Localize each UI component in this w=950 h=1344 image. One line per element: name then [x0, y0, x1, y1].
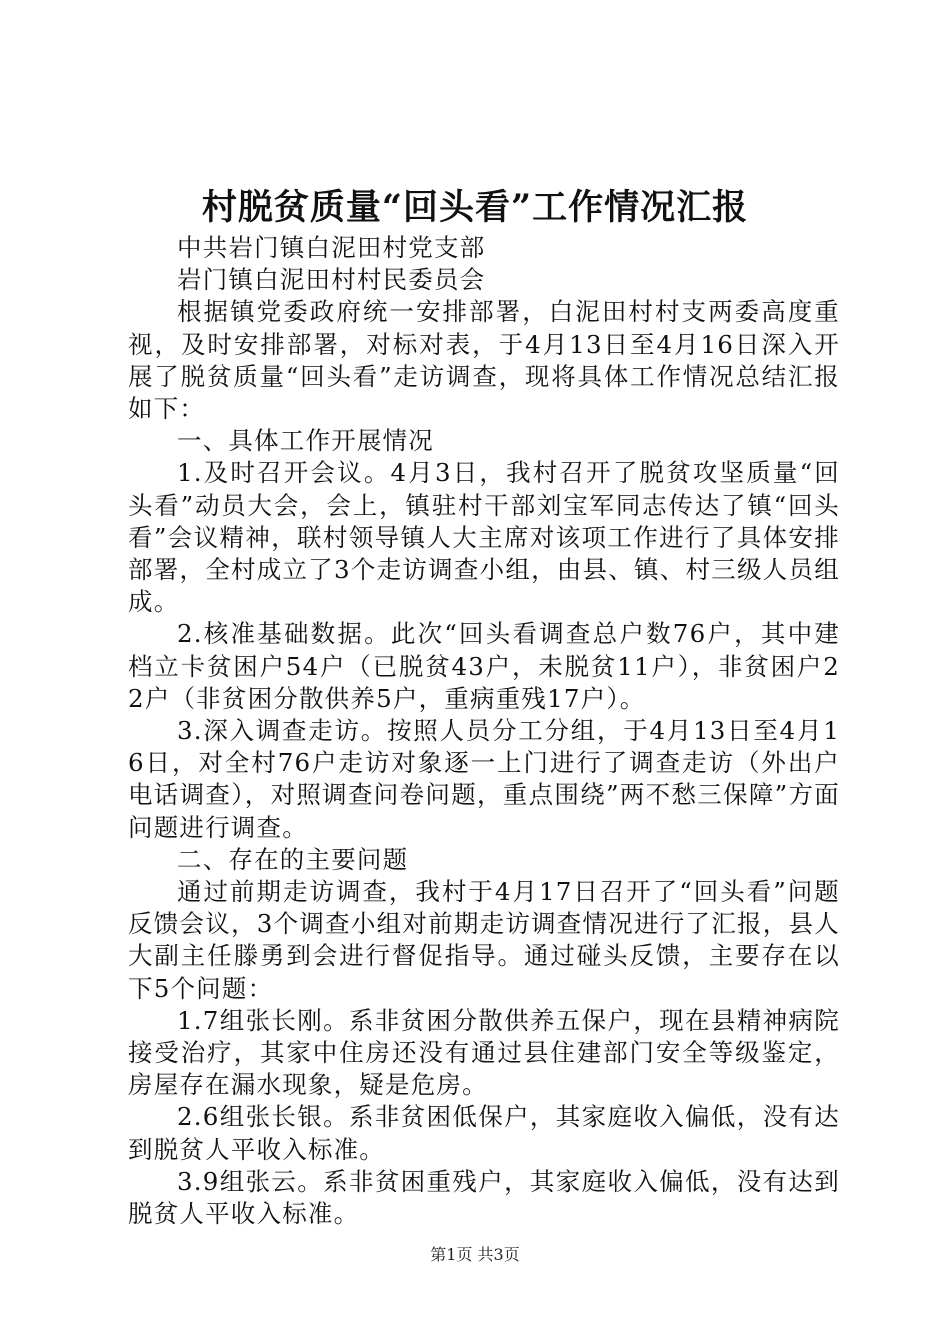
intro-paragraph: 根据镇党委政府统一安排部署，白泥田村村支两委高度重视，及时安排部署，对标对表，于4月13日至4月16日深入开展了脱贫质量“回头看”走访调查，现将具体工作情况总结汇报如下： — [128, 297, 840, 424]
work-item-survey-visits: 3.深入调查走访。按照人员分工分组，于4月13日至4月16日，对全村76户走访对象逐一上门进行了调查走访（外出户电话调查），对照调查问卷问题，重点围绕”两不愁三保障”方面问题进行调查。 — [128, 716, 840, 842]
org-name-party-branch: 中共岩门镇白泥田村党支部 — [177, 233, 486, 262]
org-name-villagers-committee: 岩门镇白泥田村村民委员会 — [177, 265, 486, 295]
document-body — [128, 232, 840, 1230]
work-item-meeting: 1.及时召开会议。4月3日，我村召开了脱贫攻坚质量“回头看”动员大会，会上，镇驻村干部刘宝军同志传达了镇“回头看”会议精神，联村领导镇人大主席对该项工作进行了具体安排部署，全村成立了3个走访调查小组，由县、镇、村三级人员组成。 — [128, 458, 840, 617]
document-title: 村脱贫质量“回头看”工作情况汇报 — [201, 187, 749, 228]
problem-item-2: 2.6组张长银。系非贫困低保户，其家庭收入偏低，没有达到脱贫人平收入标准。 — [128, 1102, 840, 1164]
section-heading-work-status: 一、具体工作开展情况 — [177, 426, 434, 456]
work-item-basic-data: 2.核准基础数据。此次“回头看调查总户数76户，其中建档立卡贫困户54户（已脱贫43户，未脱贫11户），非贫困户22户（非贫困分散供养5户，重病重残17户）。 — [128, 619, 840, 713]
page-number-footer: 第1页 共3页 — [430, 1245, 520, 1264]
problem-item-1: 1.7组张长刚。系非贫困分散供养五保户，现在县精神病院接受治疗，其家中住房还没有通过县住建部门安全等级鉴定，房屋存在漏水现象，疑是危房。 — [128, 1005, 840, 1100]
section-heading-main-problems: 二、存在的主要问题 — [177, 844, 409, 874]
problem-item-3: 3.9组张云。系非贫困重残户，其家庭收入偏低，没有达到脱贫人平收入标准。 — [128, 1166, 840, 1229]
problems-intro-paragraph: 通过前期走访调查，我村于4月17日召开了“回头看”问题反馈会议，3个调查小组对前期走访调查情况进行了汇报，县人大副主任滕勇到会进行督促指导。通过碰头反馈，主要存在以下5个问题： — [128, 877, 840, 1003]
